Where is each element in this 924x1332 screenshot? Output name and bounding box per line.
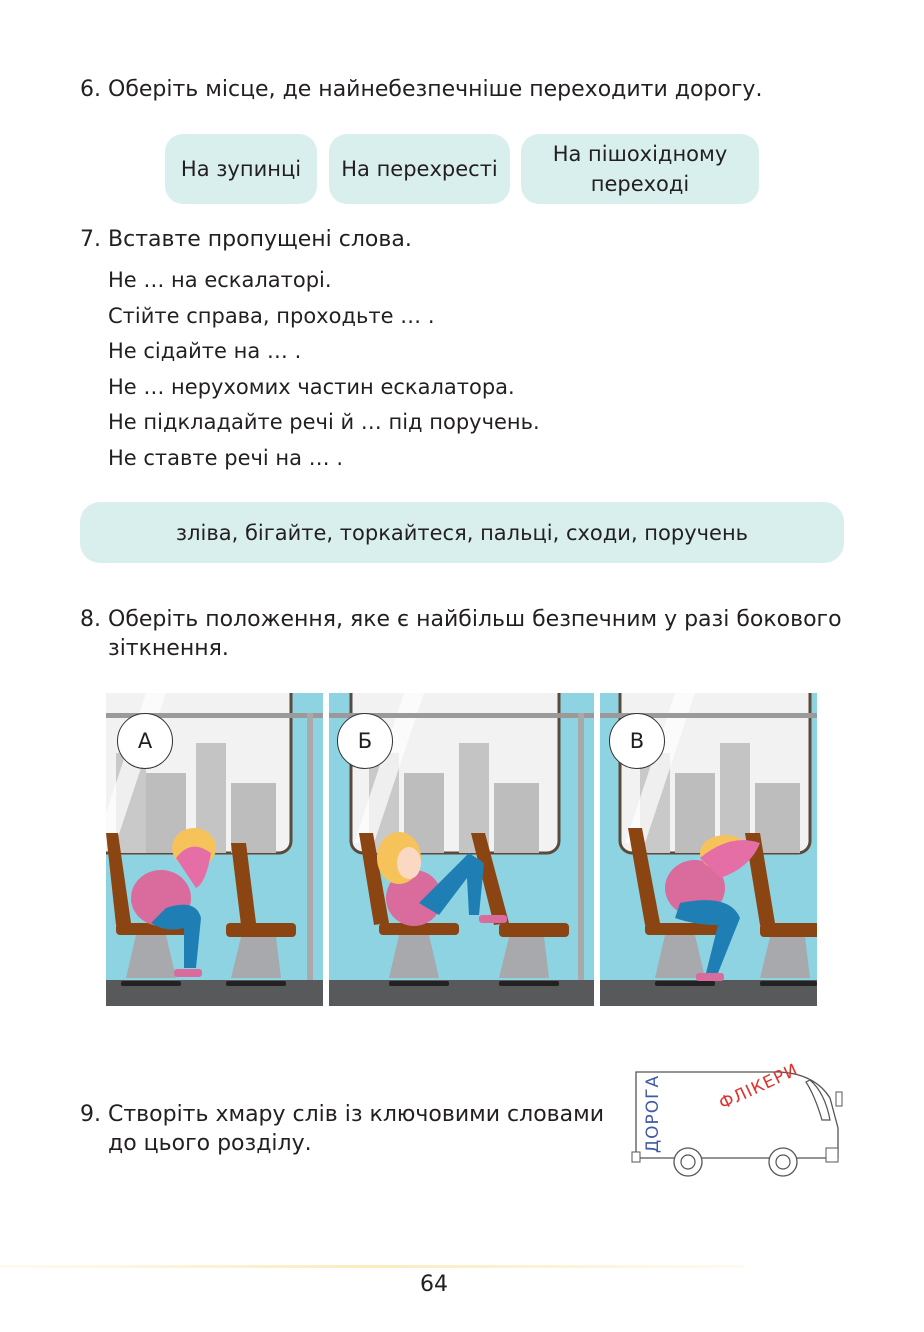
page-number: 64 [420,1272,448,1297]
word-bank [80,502,844,563]
panel-label: Б [357,729,373,753]
panel-badge-b [337,713,393,769]
question-9 [80,1100,620,1160]
question-text-line2: зіткнення. [108,636,229,661]
option-chip-bus-stop[interactable] [165,134,317,204]
question-6 [80,75,860,105]
fill-in-line: Не … нерухомих частин ескалатора. [108,374,515,399]
question-text-line2: до цього розділу. [108,1131,312,1156]
cloud-word-doroha: ДОРОГА [643,1074,663,1154]
option-label: На перехресті [341,157,498,181]
bus-seat-panel-v[interactable] [600,693,817,1006]
panel-badge-v [609,713,665,769]
panel-label: В [629,729,645,753]
option-label: На пішохідному переході [552,142,728,196]
bus-seat-panel-a[interactable] [106,693,323,1006]
question-7 [80,225,860,255]
fill-in-line: Не сідайте на … . [108,339,302,363]
option-chip-crosswalk[interactable] [521,134,759,204]
fill-in-lines [108,263,540,476]
bus-word-cloud [630,1059,846,1180]
fill-in-line: Не підкладайте речі й … під поручень. [108,410,540,434]
panel-label: А [137,729,153,753]
question-text: Вставте пропущені слова. [108,227,412,252]
question-text: Оберіть місце, де найнебезпечніше переходити дорогу. [108,77,763,102]
cloud-word-flikery: ФЛІКЕРИ [716,1059,802,1115]
bus-seat-panel-b[interactable] [329,693,594,1006]
panel-badge-a [117,713,173,769]
question-8 [80,605,870,665]
word-bank-text: зліва, бігайте, торкайтеся, пальці, сходи, поручень [175,520,749,545]
option-label: На зупинці [180,157,302,181]
footer-divider [0,1265,744,1268]
question-number: 9. [80,1102,101,1127]
question-text-line1: Створіть хмару слів із ключовими словами [108,1102,604,1127]
question-number: 8. [80,607,101,632]
question-number: 7. [80,227,101,252]
fill-in-line: Не … на ескалаторі. [108,268,332,292]
question-text-line1: Оберіть положення, яке є найбільш безпечним у разі бокового [108,607,842,632]
question-number: 6. [80,77,101,102]
option-chip-intersection[interactable] [329,134,510,204]
fill-in-line: Стійте справа, проходьте … . [108,303,435,328]
fill-in-line: Не ставте речі на … . [108,445,344,470]
